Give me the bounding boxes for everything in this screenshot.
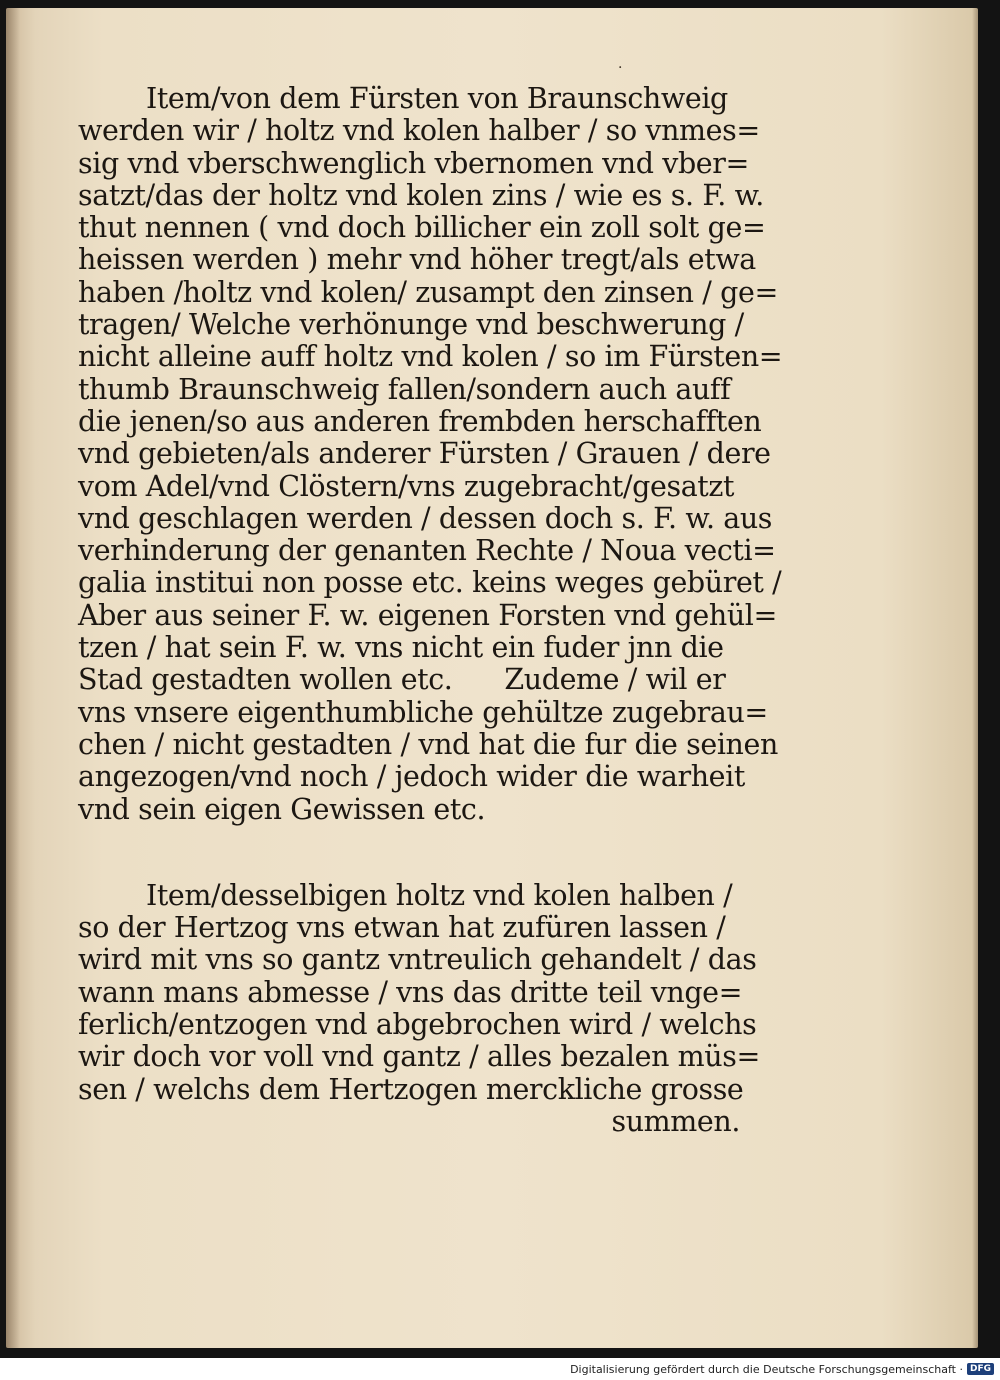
text-line: tzen / hat sein F. w. vns nicht ein fuder jnn die <box>78 631 724 665</box>
text-line: wird mit vns so gantz vntreulich gehandelt / das <box>78 943 757 977</box>
text-line: vnd geschlagen werden / dessen doch s. F. w. aus <box>78 501 773 535</box>
text-line: thut nennen ( vnd doch billicher ein zoll solt ge= <box>78 211 766 245</box>
printer-mark: · <box>618 60 623 76</box>
paragraph-1 <box>78 82 783 826</box>
text-line: vnd sein eigen Gewissen etc. <box>78 792 486 826</box>
text-line: werden wir / holtz vnd kolen halber / so vnmes= <box>78 114 760 148</box>
text-line: vnd gebieten/als anderer Fürsten / Grauen / dere <box>78 437 771 471</box>
text-line: chen / nicht gestadten / vnd hat die fur die seinen <box>78 727 778 761</box>
text-line: sen / welchs dem Hertzogen merckliche grosse <box>78 1072 744 1106</box>
text-line: ferlich/entzogen vnd abgebrochen wird / welchs <box>78 1008 757 1042</box>
text-line: galia institui non posse etc. keins weges gebüret / <box>78 566 782 600</box>
text-line: Aber aus seiner F. w. eigenen Forsten vnd gehül= <box>78 598 777 632</box>
text-line: so der Hertzog vns etwan hat zufüren lassen / <box>78 911 726 945</box>
dfg-logo-icon[interactable]: DFG <box>967 1363 994 1375</box>
text-line: thumb Braunschweig fallen/sondern auch auff <box>78 372 731 406</box>
text-line: die jenen/so aus anderen frembden herschafften <box>78 404 762 438</box>
text-line: nicht alleine auff holtz vnd kolen / so im Fürsten= <box>78 340 783 374</box>
text-line: sig vnd vberschwenglich vbernomen vnd vber= <box>78 146 749 180</box>
text-line: vns vnsere eigenthumbliche gehültze zugebrau= <box>78 695 768 729</box>
text-line: tragen/ Welche verhönunge vnd beschwerung / <box>78 308 744 342</box>
text-line: Stad gestadten wollen etc. Zudeme / wil er <box>78 663 726 697</box>
text-line: haben /holtz vnd kolen/ zusampt den zinsen / ge= <box>78 275 778 309</box>
paragraph-2 <box>78 880 758 1138</box>
text-line: Item/von dem Fürsten von Braunschweig <box>146 82 728 115</box>
funding-credit: Digitalisierung gefördert durch die Deutsche Forschungsgemeinschaft · <box>570 1362 963 1376</box>
text-line: heissen werden ) mehr vnd höher tregt/als etwa <box>78 243 756 277</box>
text-line: wann mans abmesse / vns das dritte teil vnge= <box>78 975 743 1009</box>
text-line-final: summen. <box>611 1104 740 1138</box>
page-edge <box>972 8 978 1348</box>
text-line: verhinderung der genanten Rechte / Noua vecti= <box>78 534 776 568</box>
text-line: Item/desselbigen holtz vnd kolen halben / <box>146 878 733 912</box>
text-line: wir doch vor voll vnd gantz / alles bezalen müs= <box>78 1040 760 1074</box>
text-line: satzt/das der holtz vnd kolen zins / wie es s. F. w. <box>78 178 764 212</box>
text-line: angezogen/vnd noch / jedoch wider die warheit <box>78 760 745 794</box>
text-line: vom Adel/vnd Clöstern/vns zugebracht/gesatzt <box>78 469 735 503</box>
footer-credit-bar <box>0 1358 1000 1380</box>
body-text <box>78 82 783 1138</box>
book-page <box>6 8 978 1348</box>
gutter-shadow <box>6 8 20 1348</box>
